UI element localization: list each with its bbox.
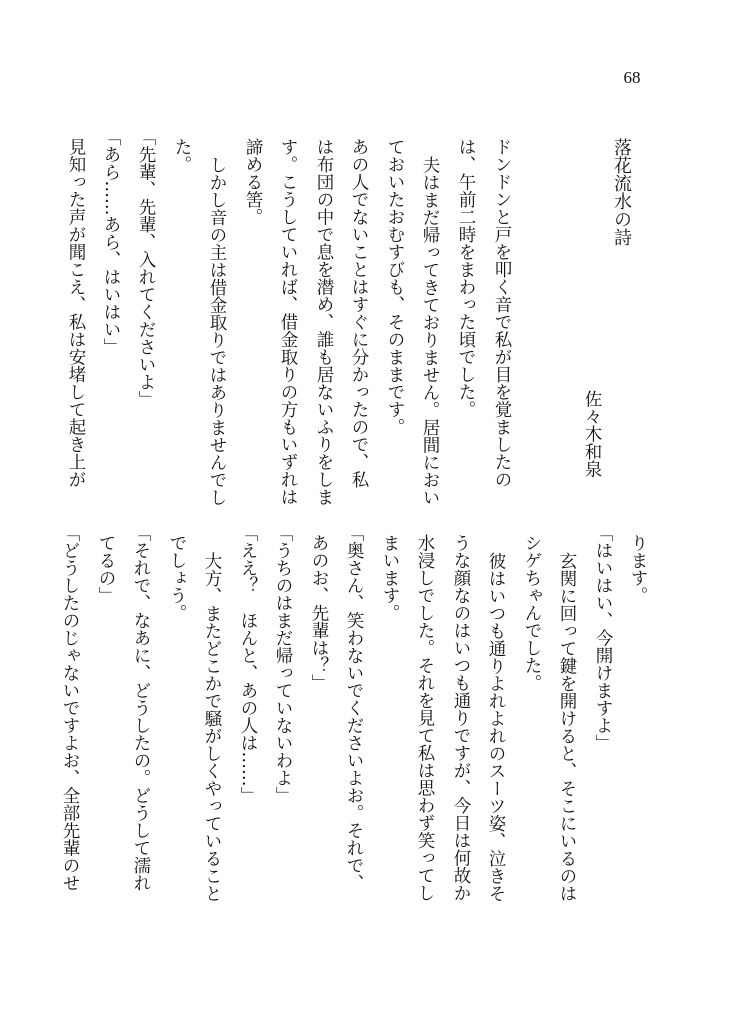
lower-line-11: 「うちのはまだ帰っていないわよ」 <box>273 524 293 804</box>
lower-line-10: あのお、先輩は？」 <box>309 534 329 692</box>
upper-line-10: た。 <box>172 138 192 173</box>
lower-line-9: 「奥さん、笑わないでくださいよお。それで、 <box>344 524 364 892</box>
lower-line-14: でしょう。 <box>167 534 187 622</box>
lower-line-1: ります。 <box>628 534 648 604</box>
upper-line-1: ドンドンと戸を叩く音で私が目を覚ましたの <box>492 138 512 488</box>
upper-line-12: 「あら……あら、はいはい」 <box>101 128 121 356</box>
upper-line-9: しかし音の主は借金取りではありませんでし <box>207 156 227 506</box>
upper-line-4: ておいたおむすびも、そのままです。 <box>385 138 405 436</box>
lower-line-16: てるの」 <box>96 534 116 604</box>
upper-line-2: は、午前二時をまわった頃でした。 <box>456 138 476 418</box>
lower-line-17: 「どうしたのじゃないですよお、全部先輩のせ <box>60 524 80 892</box>
lower-line-6: うな顔なのはいつも通りですが、今日は何故か <box>451 534 471 902</box>
lower-line-2: 「はいはい、今開けますよ」 <box>593 524 613 752</box>
upper-line-3: 夫はまだ帰ってきておりません。居間におい <box>420 156 440 506</box>
story-title: 落花流水の詩 <box>611 138 632 246</box>
author-name: 佐々木和泉 <box>582 390 602 478</box>
upper-line-7: す。こうしていれば、借金取りの方もいずれは <box>278 138 298 506</box>
lower-line-7: 水浸しでした。それを見て私は思わず笑ってし <box>415 534 435 902</box>
upper-line-11: 「先輩、先輩、入れてくださいよ」 <box>136 128 156 408</box>
lower-line-15: 「それで、なあに、どうしたの。どうして濡れ <box>131 524 151 892</box>
upper-line-5: あの人でないことはすぐに分かったので、私 <box>349 138 369 488</box>
lower-line-4: シゲちゃんでした。 <box>522 534 542 692</box>
lower-line-13: 大方、またどこかで騒がしくやっていること <box>202 552 222 902</box>
upper-line-8: 諦める筈。 <box>243 138 263 226</box>
upper-line-13: 見知った声が聞こえ、私は安堵して起き上が <box>66 138 86 488</box>
lower-line-12: 「ええ？ ほんと、あの人は……」 <box>238 524 258 804</box>
lower-line-3: 玄関に回って鍵を開けると、そこにいるのは <box>557 552 577 902</box>
lower-line-8: まいます。 <box>380 534 400 622</box>
lower-line-5: 彼はいつも通りよれよれのスーツ姿、泣きそ <box>486 552 506 902</box>
upper-line-6: は布団の中で息を潜め、誰も居ないふりをしま <box>314 138 334 506</box>
page-number: 68 <box>623 68 641 87</box>
